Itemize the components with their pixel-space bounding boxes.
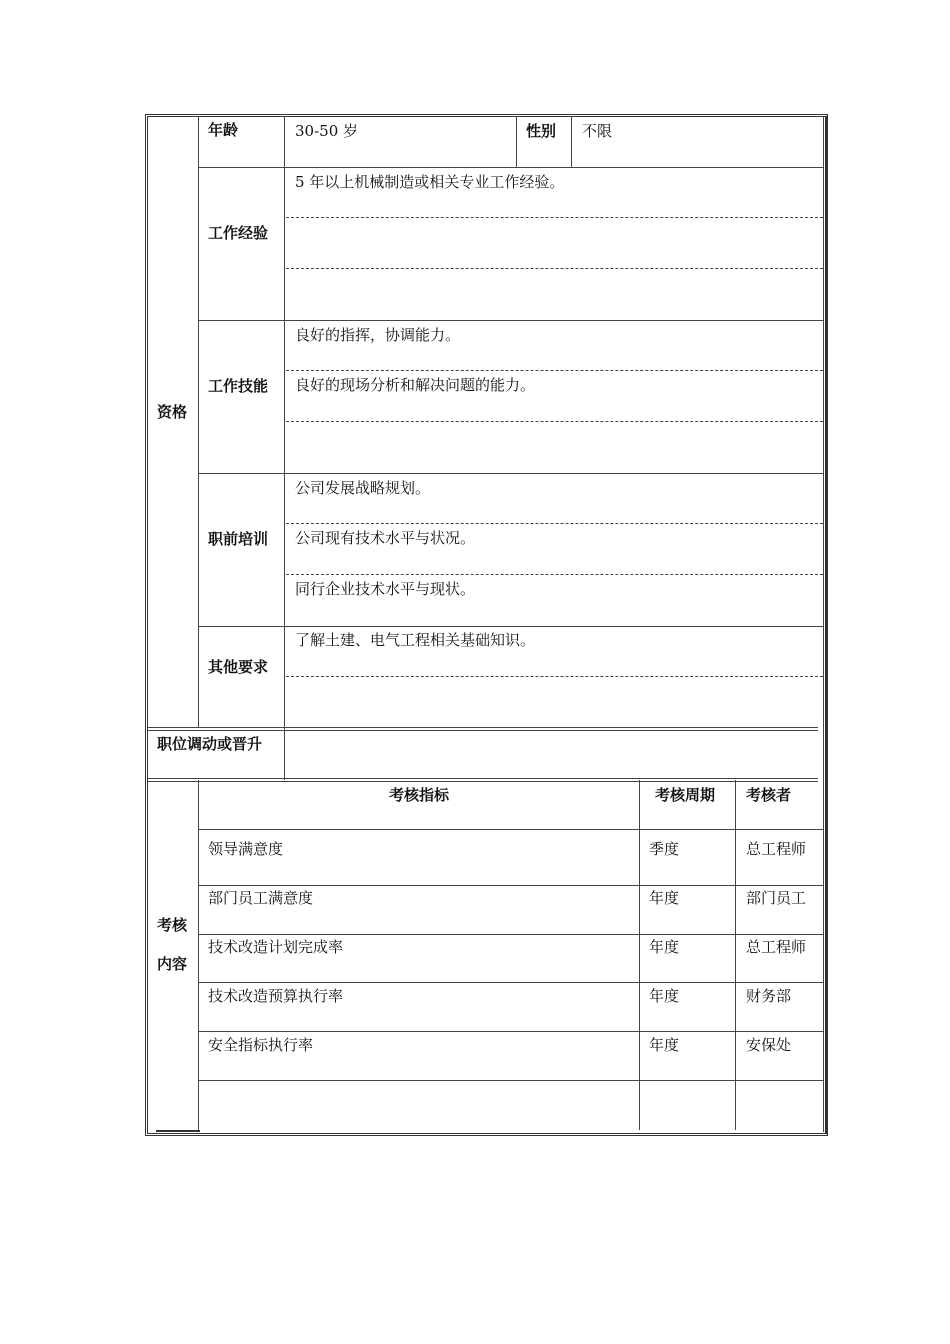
training-line: 公司发展战略规划。 xyxy=(295,479,431,497)
age-value: 30-50 岁 xyxy=(295,122,359,140)
divider xyxy=(571,116,572,167)
row-indicator: 技术改造计划完成率 xyxy=(208,938,344,956)
header-assessor: 考核者 xyxy=(746,786,792,804)
divider xyxy=(198,473,823,474)
dashed-divider xyxy=(286,676,823,677)
header-indicator: 考核指标 xyxy=(388,786,449,804)
divider xyxy=(198,934,823,935)
divider xyxy=(198,885,823,886)
experience-line: 5 年以上机械制造或相关专业工作经验。 xyxy=(295,173,565,191)
divider xyxy=(198,626,823,627)
row-indicator: 安全指标执行率 xyxy=(208,1036,314,1054)
row-period: 年度 xyxy=(649,1036,680,1054)
divider xyxy=(198,167,823,168)
other-label: 其他要求 xyxy=(208,658,269,676)
divider xyxy=(148,727,818,731)
row-period: 年度 xyxy=(649,889,680,907)
dashed-divider xyxy=(286,370,823,371)
row-assessor: 安保处 xyxy=(746,1036,792,1054)
row-assessor: 部门员工 xyxy=(746,889,807,907)
training-line: 同行企业技术水平与现状。 xyxy=(295,580,476,598)
skills-line: 良好的指挥，协调能力。 xyxy=(295,326,461,344)
row-indicator: 部门员工满意度 xyxy=(208,889,314,907)
row-period: 季度 xyxy=(649,840,680,858)
dashed-divider xyxy=(286,421,823,422)
qualifications-section-label: 资格 xyxy=(157,403,188,421)
divider xyxy=(148,778,818,782)
divider xyxy=(198,982,823,983)
row-indicator: 技术改造预算执行率 xyxy=(208,987,344,1005)
training-label: 职前培训 xyxy=(208,530,269,548)
gender-value: 不限 xyxy=(582,122,613,140)
row-period: 年度 xyxy=(649,987,680,1005)
divider xyxy=(198,320,823,321)
divider xyxy=(516,116,517,167)
divider xyxy=(823,116,824,1132)
age-label: 年龄 xyxy=(208,121,239,139)
training-line: 公司现有技术水平与状况。 xyxy=(295,529,476,547)
gender-label: 性别 xyxy=(526,122,557,140)
assessment-section-label: 考核 xyxy=(157,916,188,934)
dashed-divider xyxy=(286,217,823,218)
row-assessor: 财务部 xyxy=(746,987,792,1005)
skills-label: 工作技能 xyxy=(208,377,269,395)
row-period: 年度 xyxy=(649,938,680,956)
header-period: 考核周期 xyxy=(655,786,716,804)
dashed-divider xyxy=(286,574,823,575)
assessment-section-label: 内容 xyxy=(157,955,188,973)
skills-line: 良好的现场分析和解决问题的能力。 xyxy=(295,376,536,394)
dashed-divider xyxy=(286,268,823,269)
transfer-label: 职位调动或晋升 xyxy=(157,735,263,753)
row-indicator: 领导满意度 xyxy=(208,840,284,858)
row-assessor: 总工程师 xyxy=(746,840,807,858)
divider xyxy=(198,1031,823,1032)
other-line: 了解土建、电气工程相关基础知识。 xyxy=(295,631,536,649)
divider xyxy=(198,829,823,830)
divider xyxy=(284,116,285,780)
experience-label: 工作经验 xyxy=(208,224,269,242)
divider xyxy=(156,1130,200,1132)
row-assessor: 总工程师 xyxy=(746,938,807,956)
divider xyxy=(735,780,736,1130)
dashed-divider xyxy=(286,523,823,524)
divider xyxy=(639,780,640,1130)
divider xyxy=(198,116,199,728)
divider xyxy=(198,780,199,1130)
divider xyxy=(198,1080,823,1081)
